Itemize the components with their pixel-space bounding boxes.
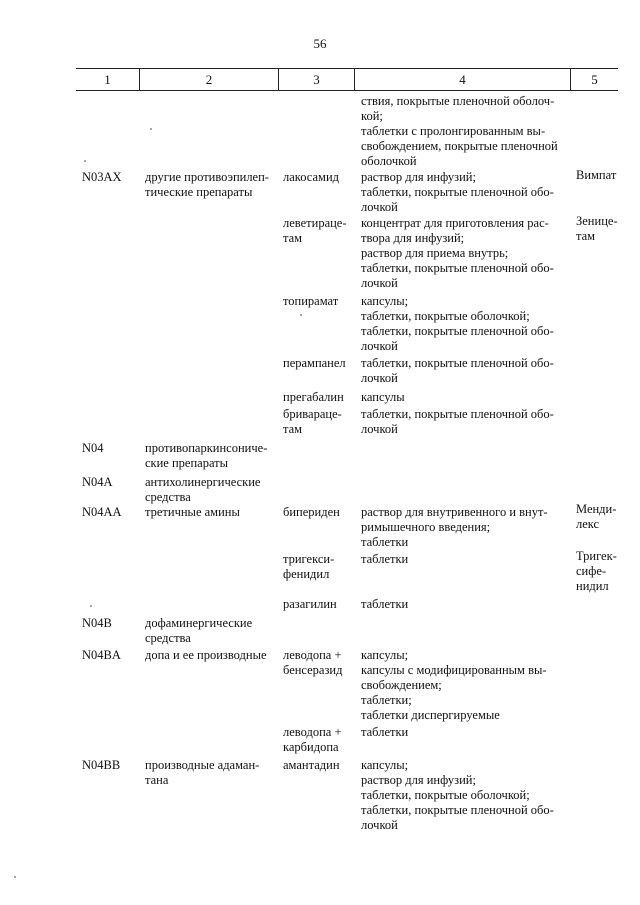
atc-code: N04 bbox=[82, 441, 104, 455]
trade-name: Тригек- сифе- нидил bbox=[576, 549, 617, 593]
scan-speck bbox=[84, 160, 86, 162]
dosage-forms: капсулы; капсулы с модифицированным вы- свобождением; таблетки; таблетки диспергируемые bbox=[361, 648, 547, 722]
header-col-2: 2 bbox=[205, 72, 213, 87]
atc-code: N04AA bbox=[82, 505, 122, 519]
drug-name: леводопа + карбидопа bbox=[283, 725, 342, 754]
dosage-forms: капсулы; таблетки, покрытые оболочкой; таблетки, покрытые пленочной обо- лочкой bbox=[361, 294, 554, 353]
group-name: другие противоэпилеп- тические препараты bbox=[145, 170, 269, 199]
header-col-4: 4 bbox=[459, 72, 466, 87]
scan-speck bbox=[14, 876, 16, 878]
atc-code: N04B bbox=[82, 616, 112, 630]
dosage-forms: таблетки, покрытые пленочной обо- лочкой bbox=[361, 356, 554, 385]
atc-code: N03AX bbox=[82, 170, 122, 184]
drug-name: лакосамид bbox=[283, 170, 339, 184]
drug-name: амантадин bbox=[283, 758, 340, 772]
drug-name: тригекси- фенидил bbox=[283, 552, 335, 581]
drug-name: леветирацe- там bbox=[283, 216, 347, 245]
trade-name: Менди- лекс bbox=[576, 502, 617, 531]
header-col-1: 1 bbox=[104, 72, 111, 87]
dosage-forms: ствия, покрытые пленочной оболоч- кой; таблетки с пролонгированным вы- свобождением, покрытые пленочной оболочкой bbox=[361, 94, 558, 168]
dosage-forms: капсулы bbox=[361, 390, 405, 404]
dosage-forms: раствор для внутривенного и внут- римышечного введения; таблетки bbox=[361, 505, 548, 549]
page-number: 56 bbox=[313, 36, 327, 51]
scan-speck bbox=[300, 314, 302, 316]
group-name: допа и ее производные bbox=[145, 648, 267, 662]
atc-code: N04BB bbox=[82, 758, 121, 772]
group-name: антихолинергические средства bbox=[145, 475, 261, 504]
atc-code: N04A bbox=[82, 475, 113, 489]
dosage-forms: таблетки, покрытые пленочной обо- лочкой bbox=[361, 407, 554, 436]
dosage-forms: таблетки bbox=[361, 552, 409, 566]
trade-name: Вимпат bbox=[576, 168, 617, 182]
dosage-forms: таблетки bbox=[361, 725, 409, 739]
drug-name: прегабалин bbox=[283, 390, 344, 404]
drug-name: перампанел bbox=[283, 356, 346, 370]
drug-name: разагилин bbox=[283, 597, 337, 611]
table-header bbox=[76, 68, 618, 91]
dosage-forms: концентрат для приготовления рас- твора для инфузий; раствор для приема внутрь; таблетки, покрытые пленочной обо- лочкой bbox=[361, 216, 554, 290]
drug-name: леводопа + бенсеразид bbox=[283, 648, 343, 677]
drug-name: бипериден bbox=[283, 505, 340, 519]
group-name: дофаминергические средства bbox=[145, 616, 253, 645]
atc-code: N04BA bbox=[82, 648, 121, 662]
scan-speck bbox=[90, 605, 92, 607]
header-col-3: 3 bbox=[313, 72, 320, 87]
group-name: противопаркинсониче- ские препараты bbox=[145, 441, 268, 470]
dosage-forms: таблетки bbox=[361, 597, 409, 611]
group-name: производные адаман- тана bbox=[145, 758, 260, 787]
dosage-forms: капсулы; раствор для инфузий; таблетки, покрытые оболочкой; таблетки, покрытые пленочной обо- лочкой bbox=[361, 758, 554, 832]
dosage-forms: раствор для инфузий; таблетки, покрытые пленочной обо- лочкой bbox=[361, 170, 554, 214]
scan-speck bbox=[150, 128, 152, 130]
drug-name: топирамат bbox=[283, 294, 339, 308]
group-name: третичные амины bbox=[145, 505, 240, 519]
drug-name: бриварацe- там bbox=[283, 407, 342, 436]
header-col-5: 5 bbox=[591, 72, 598, 87]
trade-name: Зенице- там bbox=[576, 214, 618, 243]
